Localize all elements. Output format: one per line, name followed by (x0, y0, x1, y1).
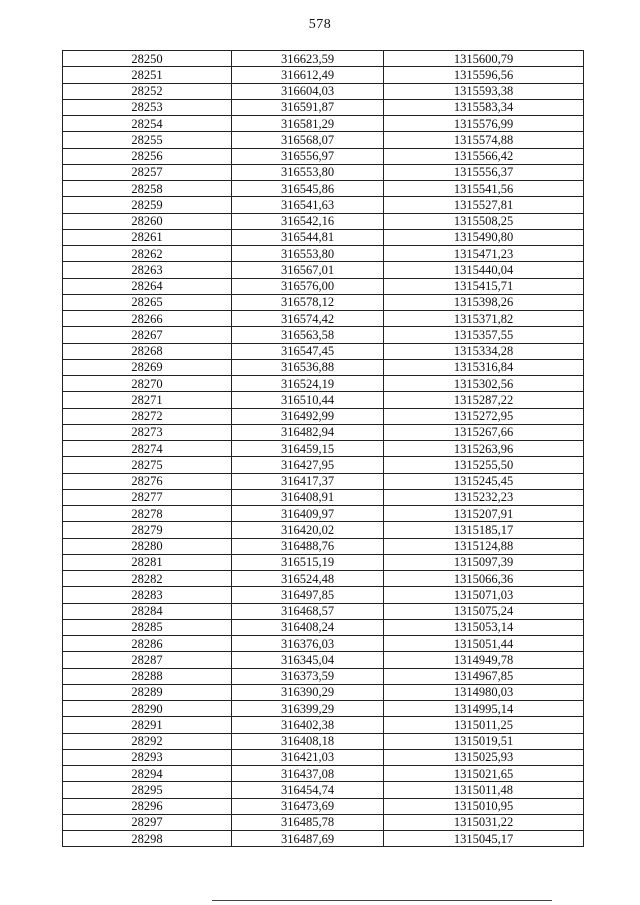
table-row (63, 164, 584, 180)
point-number-cell: 28277 (63, 489, 232, 505)
point-number-cell: 28257 (63, 164, 232, 180)
y-coordinate-cell: 1315287,22 (384, 392, 584, 408)
point-number-cell: 28266 (63, 311, 232, 327)
point-number-cell: 28271 (63, 392, 232, 408)
y-coordinate-cell: 1315398,26 (384, 294, 584, 310)
x-coordinate-cell: 316390,29 (232, 684, 384, 700)
x-coordinate-cell: 316408,18 (232, 733, 384, 749)
y-coordinate-cell: 1314980,03 (384, 684, 584, 700)
x-coordinate-cell: 316536,88 (232, 359, 384, 375)
point-number-cell: 28260 (63, 213, 232, 229)
x-coordinate-cell: 316487,69 (232, 831, 384, 847)
point-number-cell: 28292 (63, 733, 232, 749)
y-coordinate-cell: 1314949,78 (384, 652, 584, 668)
x-coordinate-cell: 316612,49 (232, 67, 384, 83)
y-coordinate-cell: 1315011,25 (384, 717, 584, 733)
table-row (63, 197, 584, 213)
point-number-cell: 28281 (63, 554, 232, 570)
y-coordinate-cell: 1315566,42 (384, 148, 584, 164)
x-coordinate-cell: 316421,03 (232, 749, 384, 765)
x-coordinate-cell: 316591,87 (232, 99, 384, 115)
x-coordinate-cell: 316541,63 (232, 197, 384, 213)
y-coordinate-cell: 1315593,38 (384, 83, 584, 99)
x-coordinate-cell: 316373,59 (232, 668, 384, 684)
y-coordinate-cell: 1315010,95 (384, 798, 584, 814)
table-row (63, 99, 584, 115)
y-coordinate-cell: 1315527,81 (384, 197, 584, 213)
table-row (63, 733, 584, 749)
point-number-cell: 28283 (63, 587, 232, 603)
x-coordinate-cell: 316623,59 (232, 51, 384, 67)
table-row (63, 51, 584, 67)
y-coordinate-cell: 1315302,56 (384, 376, 584, 392)
y-coordinate-cell: 1315019,51 (384, 733, 584, 749)
x-coordinate-cell: 316542,16 (232, 213, 384, 229)
y-coordinate-cell: 1315075,24 (384, 603, 584, 619)
x-coordinate-cell: 316581,29 (232, 116, 384, 132)
point-number-cell: 28284 (63, 603, 232, 619)
y-coordinate-cell: 1314995,14 (384, 701, 584, 717)
x-coordinate-cell: 316576,00 (232, 278, 384, 294)
table-row (63, 554, 584, 570)
point-number-cell: 28252 (63, 83, 232, 99)
point-number-cell: 28298 (63, 831, 232, 847)
table-row (63, 424, 584, 440)
point-number-cell: 28253 (63, 99, 232, 115)
x-coordinate-cell: 316482,94 (232, 424, 384, 440)
y-coordinate-cell: 1315490,80 (384, 229, 584, 245)
x-coordinate-cell: 316437,08 (232, 766, 384, 782)
x-coordinate-cell: 316488,76 (232, 538, 384, 554)
table-row (63, 213, 584, 229)
coordinates-table-body (63, 51, 584, 847)
point-number-cell: 28258 (63, 181, 232, 197)
y-coordinate-cell: 1315415,71 (384, 278, 584, 294)
x-coordinate-cell: 316544,81 (232, 229, 384, 245)
coordinates-table (62, 50, 584, 847)
y-coordinate-cell: 1315508,25 (384, 213, 584, 229)
y-coordinate-cell: 1315207,91 (384, 506, 584, 522)
y-coordinate-cell: 1315371,82 (384, 311, 584, 327)
x-coordinate-cell: 316553,80 (232, 246, 384, 262)
y-coordinate-cell: 1315263,96 (384, 441, 584, 457)
bottom-rule (212, 900, 552, 901)
y-coordinate-cell: 1315556,37 (384, 164, 584, 180)
table-row (63, 506, 584, 522)
x-coordinate-cell: 316485,78 (232, 814, 384, 830)
table-row (63, 522, 584, 538)
table-row (63, 587, 584, 603)
table-row (63, 132, 584, 148)
table-row (63, 83, 584, 99)
table-row (63, 717, 584, 733)
x-coordinate-cell: 316556,97 (232, 148, 384, 164)
point-number-cell: 28278 (63, 506, 232, 522)
point-number-cell: 28287 (63, 652, 232, 668)
table-row (63, 181, 584, 197)
y-coordinate-cell: 1315471,23 (384, 246, 584, 262)
point-number-cell: 28255 (63, 132, 232, 148)
y-coordinate-cell: 1315053,14 (384, 619, 584, 635)
table-row (63, 116, 584, 132)
table-row (63, 489, 584, 505)
table-row (63, 473, 584, 489)
table-row (63, 278, 584, 294)
table-row (63, 441, 584, 457)
table-row (63, 148, 584, 164)
table-row (63, 311, 584, 327)
table-row (63, 392, 584, 408)
point-number-cell: 28250 (63, 51, 232, 67)
point-number-cell: 28275 (63, 457, 232, 473)
x-coordinate-cell: 316454,74 (232, 782, 384, 798)
y-coordinate-cell: 1315583,34 (384, 99, 584, 115)
x-coordinate-cell: 316547,45 (232, 343, 384, 359)
point-number-cell: 28293 (63, 749, 232, 765)
point-number-cell: 28297 (63, 814, 232, 830)
table-row (63, 408, 584, 424)
y-coordinate-cell: 1315011,48 (384, 782, 584, 798)
y-coordinate-cell: 1315124,88 (384, 538, 584, 554)
x-coordinate-cell: 316574,42 (232, 311, 384, 327)
table-row (63, 359, 584, 375)
table-row (63, 246, 584, 262)
y-coordinate-cell: 1315596,56 (384, 67, 584, 83)
table-row (63, 294, 584, 310)
table-row (63, 538, 584, 554)
table-row (63, 749, 584, 765)
x-coordinate-cell: 316417,37 (232, 473, 384, 489)
point-number-cell: 28267 (63, 327, 232, 343)
x-coordinate-cell: 316567,01 (232, 262, 384, 278)
point-number-cell: 28268 (63, 343, 232, 359)
x-coordinate-cell: 316408,91 (232, 489, 384, 505)
x-coordinate-cell: 316409,97 (232, 506, 384, 522)
point-number-cell: 28265 (63, 294, 232, 310)
point-number-cell: 28272 (63, 408, 232, 424)
y-coordinate-cell: 1315600,79 (384, 51, 584, 67)
table-row (63, 603, 584, 619)
point-number-cell: 28276 (63, 473, 232, 489)
x-coordinate-cell: 316473,69 (232, 798, 384, 814)
point-number-cell: 28269 (63, 359, 232, 375)
y-coordinate-cell: 1314967,85 (384, 668, 584, 684)
point-number-cell: 28290 (63, 701, 232, 717)
point-number-cell: 28280 (63, 538, 232, 554)
x-coordinate-cell: 316524,48 (232, 571, 384, 587)
point-number-cell: 28296 (63, 798, 232, 814)
table-row (63, 619, 584, 635)
x-coordinate-cell: 316563,58 (232, 327, 384, 343)
x-coordinate-cell: 316345,04 (232, 652, 384, 668)
table-row (63, 327, 584, 343)
point-number-cell: 28282 (63, 571, 232, 587)
point-number-cell: 28294 (63, 766, 232, 782)
y-coordinate-cell: 1315334,28 (384, 343, 584, 359)
y-coordinate-cell: 1315574,88 (384, 132, 584, 148)
table-row (63, 262, 584, 278)
x-coordinate-cell: 316408,24 (232, 619, 384, 635)
point-number-cell: 28251 (63, 67, 232, 83)
table-row (63, 652, 584, 668)
table-row (63, 636, 584, 652)
table-row (63, 831, 584, 847)
point-number-cell: 28254 (63, 116, 232, 132)
table-row (63, 67, 584, 83)
table-row (63, 684, 584, 700)
x-coordinate-cell: 316427,95 (232, 457, 384, 473)
y-coordinate-cell: 1315232,23 (384, 489, 584, 505)
table-row (63, 343, 584, 359)
table-row (63, 571, 584, 587)
y-coordinate-cell: 1315185,17 (384, 522, 584, 538)
point-number-cell: 28289 (63, 684, 232, 700)
y-coordinate-cell: 1315255,50 (384, 457, 584, 473)
table-row (63, 782, 584, 798)
x-coordinate-cell: 316497,85 (232, 587, 384, 603)
point-number-cell: 28274 (63, 441, 232, 457)
table-row (63, 376, 584, 392)
y-coordinate-cell: 1315245,45 (384, 473, 584, 489)
x-coordinate-cell: 316468,57 (232, 603, 384, 619)
x-coordinate-cell: 316510,44 (232, 392, 384, 408)
point-number-cell: 28261 (63, 229, 232, 245)
point-number-cell: 28288 (63, 668, 232, 684)
y-coordinate-cell: 1315267,66 (384, 424, 584, 440)
y-coordinate-cell: 1315357,55 (384, 327, 584, 343)
point-number-cell: 28279 (63, 522, 232, 538)
point-number-cell: 28263 (63, 262, 232, 278)
table-row (63, 766, 584, 782)
x-coordinate-cell: 316545,86 (232, 181, 384, 197)
y-coordinate-cell: 1315440,04 (384, 262, 584, 278)
point-number-cell: 28286 (63, 636, 232, 652)
point-number-cell: 28259 (63, 197, 232, 213)
y-coordinate-cell: 1315272,95 (384, 408, 584, 424)
x-coordinate-cell: 316553,80 (232, 164, 384, 180)
table-row (63, 701, 584, 717)
x-coordinate-cell: 316604,03 (232, 83, 384, 99)
table-row (63, 229, 584, 245)
y-coordinate-cell: 1315576,99 (384, 116, 584, 132)
point-number-cell: 28273 (63, 424, 232, 440)
point-number-cell: 28285 (63, 619, 232, 635)
point-number-cell: 28262 (63, 246, 232, 262)
x-coordinate-cell: 316492,99 (232, 408, 384, 424)
page-number: 578 (308, 17, 332, 32)
x-coordinate-cell: 316402,38 (232, 717, 384, 733)
x-coordinate-cell: 316524,19 (232, 376, 384, 392)
y-coordinate-cell: 1315045,17 (384, 831, 584, 847)
x-coordinate-cell: 316459,15 (232, 441, 384, 457)
x-coordinate-cell: 316420,02 (232, 522, 384, 538)
y-coordinate-cell: 1315021,65 (384, 766, 584, 782)
y-coordinate-cell: 1315071,03 (384, 587, 584, 603)
y-coordinate-cell: 1315316,84 (384, 359, 584, 375)
y-coordinate-cell: 1315025,93 (384, 749, 584, 765)
y-coordinate-cell: 1315031,22 (384, 814, 584, 830)
x-coordinate-cell: 316399,29 (232, 701, 384, 717)
point-number-cell: 28291 (63, 717, 232, 733)
point-number-cell: 28270 (63, 376, 232, 392)
table-row (63, 798, 584, 814)
x-coordinate-cell: 316578,12 (232, 294, 384, 310)
y-coordinate-cell: 1315066,36 (384, 571, 584, 587)
x-coordinate-cell: 316568,07 (232, 132, 384, 148)
y-coordinate-cell: 1315097,39 (384, 554, 584, 570)
x-coordinate-cell: 316376,03 (232, 636, 384, 652)
table-row (63, 668, 584, 684)
y-coordinate-cell: 1315541,56 (384, 181, 584, 197)
point-number-cell: 28295 (63, 782, 232, 798)
table-row (63, 457, 584, 473)
x-coordinate-cell: 316515,19 (232, 554, 384, 570)
point-number-cell: 28264 (63, 278, 232, 294)
y-coordinate-cell: 1315051,44 (384, 636, 584, 652)
point-number-cell: 28256 (63, 148, 232, 164)
table-row (63, 814, 584, 830)
